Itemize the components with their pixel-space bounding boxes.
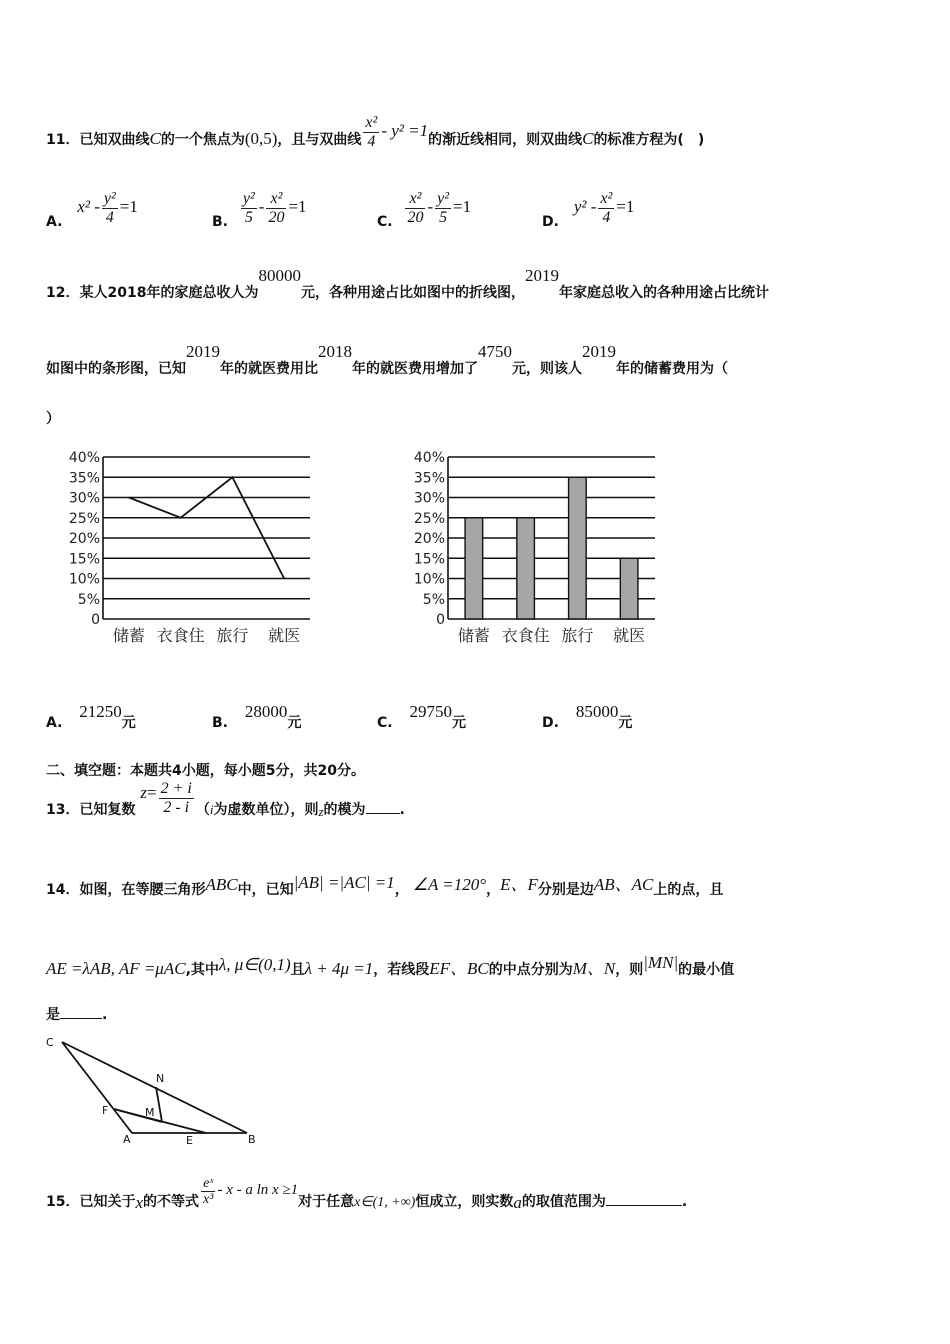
q12-line1: 12．某人2018年的家庭总收人为80000元，各种用途占比如图中的折线图，2019年家庭总收入的各种用途占比统计 <box>46 266 769 301</box>
line-chart-ytick-label: 5% <box>77 591 100 608</box>
q14-line2: AE =λAB, AF =μAC,其中λ, μ∈(0,1)且λ + 4μ =1，若线段EF、BC的中点分别为M、N，则|MN|的最小值 <box>46 953 735 978</box>
bar-chart-category-label: 旅行 <box>561 626 594 645</box>
line-chart-point <box>180 517 182 519</box>
q13-number: 13． <box>46 802 80 819</box>
bar-chart-category-label: 储蓄 <box>457 626 490 645</box>
line-chart-point <box>128 497 130 499</box>
q11-hyperbola-fraction: $\frac{\text{x²}}{4}$ <box>365 114 378 150</box>
label-a: A <box>123 1133 131 1146</box>
bar-chart-ytick-label: 5% <box>422 591 445 608</box>
bar-chart-ytick-label: 0 <box>436 612 445 628</box>
q15-number: 15． <box>46 1193 80 1210</box>
line-chart-ytick-label: 0 <box>91 612 100 628</box>
section-heading: 二、填空题：本题共4小题，每小题5分，共20分。 <box>46 763 365 779</box>
line-chart-category-label: 储蓄 <box>112 626 145 645</box>
bar-chart-ytick-label: 10% <box>413 571 445 588</box>
bar-chart-ytick-label: 35% <box>413 470 445 487</box>
bar-chart-ytick-label: 25% <box>413 510 445 527</box>
q11-number: 11． <box>46 132 80 149</box>
q12-option-d[interactable]: D. 85000元 <box>542 702 633 731</box>
q15-fraction: $\frac{\text{eˣ}}{\text{x³}}$ <box>203 1176 214 1208</box>
q11-option-d[interactable]: D. y² - $\frac{\text{x²}}{4}$ =1 <box>542 190 635 231</box>
q15-answer-blank[interactable] <box>606 1205 682 1206</box>
triangle-figure <box>40 1030 270 1150</box>
line-chart-category-label: 衣食住 <box>156 626 205 645</box>
line-chart-ytick-label: 20% <box>68 531 100 547</box>
label-e: E <box>186 1134 193 1147</box>
line-chart-ytick-label: 25% <box>68 510 100 527</box>
bar-chart <box>400 445 670 655</box>
q11-line1: 11．已知双曲线C的一个焦点为(0,5)，且与双曲线 $\frac{\text{x²}}{4}$ - y² =1的渐近线相同，则双曲线C的标准方程为( ) <box>46 114 705 150</box>
bar-chart-ytick-label: 40% <box>413 450 445 466</box>
q11-option-b[interactable]: B. $\frac{\text{y²}}{5}$ - $\frac{\text{x²}}{20}$ =1 <box>212 190 307 231</box>
line-chart-category-label: 就医 <box>268 626 301 645</box>
q14-line1: 14．如图，在等腰三角形ABC中，已知|AB| =|AC| =1， ∠A =120°，E、F分别是边AB、AC上的点，且 <box>46 873 724 898</box>
bar-chart-category-label: 就医 <box>613 626 646 645</box>
line-chart-ytick-label: 30% <box>68 490 100 507</box>
label-n: N <box>156 1072 165 1085</box>
label-f: F <box>102 1104 109 1117</box>
q12-line2: 如图中的条形图，已知2019年的就医费用比2018年的就医费用增加了4750元，则该人2019年的储蓄费用为（ <box>46 342 728 377</box>
q11-option-c[interactable]: C. $\frac{\text{x²}}{20}$ - $\frac{\text{y²}}{5}$ =1 <box>377 190 472 231</box>
line-chart-category-label: 旅行 <box>216 626 249 645</box>
q11-option-a[interactable]: A. x² - $\frac{\text{y²}}{4}$ =1 <box>46 190 138 231</box>
q12-option-a[interactable]: A. 21250元 <box>46 702 136 731</box>
q14-answer-blank[interactable] <box>60 1018 102 1019</box>
q12-number: 12． <box>46 285 80 301</box>
line-chart-ytick-label: 10% <box>68 571 100 588</box>
bar-chart-ytick-label: 20% <box>413 531 445 547</box>
q13: 13．已知复数 z= $\frac{2 + i}{2 - i}$ （i为虚数单位），则z的模为 . <box>46 780 405 820</box>
bar-chart-bar <box>569 477 587 619</box>
q15: 15．已知关于x的不等式 $\frac{\text{eˣ}}{\text{x³}}$ - x - a ln x ≥1对于任意x∈(1, +∞)恒成立，则实数a的取值范围为 . <box>46 1176 688 1212</box>
q13-fraction: $\frac{2 + i}{2 - i}$ <box>160 780 192 816</box>
line-chart-ytick-label: 35% <box>68 470 100 487</box>
line-chart-point <box>232 476 234 478</box>
q14-line3: 是 . <box>46 1007 108 1023</box>
line-chart-ytick-label: 40% <box>68 450 100 466</box>
line-chart-series-line <box>129 477 284 578</box>
bar-chart-category-label: 衣食住 <box>501 626 550 645</box>
q14-number: 14． <box>46 882 80 898</box>
q12-option-c[interactable]: C. 29750元 <box>377 702 466 731</box>
q12-option-b[interactable]: B. 28000元 <box>212 702 302 731</box>
bar-chart-bar <box>465 518 483 619</box>
q13-answer-blank[interactable] <box>366 813 400 814</box>
line-chart-ytick-label: 15% <box>68 551 100 568</box>
label-m: M <box>145 1106 155 1119</box>
bar-chart-bar <box>517 518 535 619</box>
q12-line3: ） <box>46 411 60 427</box>
bar-chart-ytick-label: 15% <box>413 551 445 568</box>
segment-mn <box>156 1087 162 1122</box>
bar-chart-ytick-label: 30% <box>413 490 445 507</box>
label-b: B <box>248 1133 256 1146</box>
line-chart <box>55 445 325 655</box>
bar-chart-bar <box>620 558 638 619</box>
side-ca <box>62 1042 132 1133</box>
label-c: C <box>46 1036 54 1049</box>
line-chart-point <box>283 578 285 580</box>
